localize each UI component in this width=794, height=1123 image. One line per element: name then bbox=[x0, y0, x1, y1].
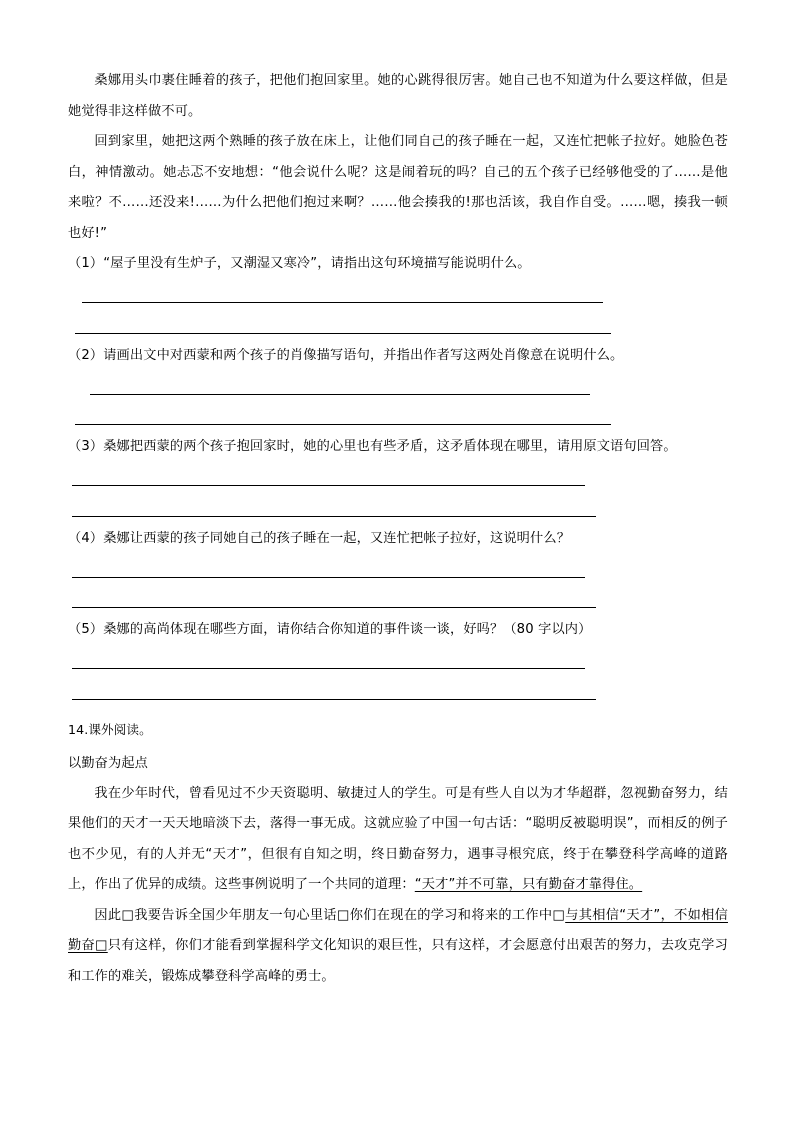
answer-rule bbox=[72, 607, 596, 608]
question-1-number: （1） bbox=[68, 256, 104, 271]
question-1-answer-line-1[interactable] bbox=[68, 280, 728, 311]
question-4-answer-line-1[interactable] bbox=[68, 554, 728, 585]
question-5-number: （5） bbox=[68, 622, 104, 637]
question-4-answer-line-2[interactable] bbox=[68, 585, 728, 616]
answer-rule bbox=[90, 394, 590, 395]
question-2-text: 请画出文中对西蒙和两个孩子的肖像描写语句，并指出作者写这两处肖像意在说明什么。 bbox=[103, 347, 624, 363]
article-p2-seg-3: 只有这样，你们才能看到掌握科学文化知识的艰巨性，只有这样，才会愿意付出艰苦的努力，去攻克学习和工作的难关，锻炼成攀登科学高峰的勇士。 bbox=[68, 938, 728, 984]
article-p2-underlined: 与其相信“天才”，不如相信勤奋□ bbox=[68, 907, 728, 953]
answer-rule bbox=[75, 333, 611, 334]
question-2-answer-line-1[interactable] bbox=[68, 371, 728, 402]
article-p2-seg-1: 因此□我要告诉全国少年朋友一句心里话□你们在现在的学习和将来的工作中□ bbox=[94, 907, 566, 923]
article-title: 以勤奋为起点 bbox=[68, 755, 149, 771]
question-5-answer-line-1[interactable] bbox=[68, 646, 728, 677]
question-1-text: “屋子里没有生炉子，又潮湿又寒冷”，请指出这句环境描写能说明什么。 bbox=[103, 256, 531, 271]
question-1-answer-line-2[interactable] bbox=[68, 310, 728, 341]
question-3-answer-line-2[interactable] bbox=[68, 493, 728, 524]
answer-rule bbox=[72, 485, 585, 486]
passage-paragraph-1: 桑娜用头巾裹住睡着的孩子，把他们抱回家里。她的心跳得很厉害。她自己也不知道为什么要这样做，但是她觉得非这样做不可。 bbox=[68, 73, 728, 119]
answer-rule bbox=[72, 577, 585, 578]
article-p1-underlined: “天才”并不可靠，只有勤奋才靠得住。 bbox=[414, 877, 643, 892]
question-5-answer-line-2[interactable] bbox=[68, 676, 728, 707]
article-p1-seg-1: 我在少年时代，曾看见过不少天资聪明、敏捷过人的学生。可是有些人自以为才华超群，忽视勤奋努力，结果他们的天才一天天地暗淡下去，落得一事无成。这就应验了中国一句古话：“聪明反被聪明误”，而相反的例子也不少见，有的人并无“天才”，但很有自知之明，终日勤奋努力，遇事寻根究底，终于在攀登科学高峰的道路上，作出了优异的成绩。这些事例说明了一个共同的道理： bbox=[68, 785, 728, 892]
question-4-text: 桑娜让西蒙的孩子同她自己的孩子睡在一起，又连忙把帐子拉好，这说明什么？ bbox=[103, 530, 571, 546]
section-heading bbox=[68, 715, 728, 745]
question-4 bbox=[68, 524, 728, 555]
article-paragraph-2 bbox=[68, 901, 728, 993]
question-5 bbox=[68, 615, 728, 646]
question-2 bbox=[68, 341, 728, 372]
answer-rule bbox=[72, 699, 596, 700]
answer-rule bbox=[75, 424, 611, 425]
question-5-text: 桑娜的高尚体现在哪些方面，请你结合你知道的事件谈一谈，好吗？（80 字以内） bbox=[103, 622, 592, 637]
question-3-answer-line-1[interactable] bbox=[68, 463, 728, 494]
answer-rule bbox=[82, 302, 603, 303]
answer-rule bbox=[72, 668, 585, 669]
question-2-number: （2） bbox=[68, 347, 104, 363]
question-4-number: （4） bbox=[68, 530, 104, 546]
page-content bbox=[68, 66, 728, 992]
question-3-text: 桑娜把西蒙的两个孩子抱回家时，她的心里也有些矛盾，这矛盾体现在哪里，请用原文语句回答。 bbox=[103, 439, 677, 454]
question-3 bbox=[68, 432, 728, 463]
passage-paragraph-2: 回到家里，她把这两个熟睡的孩子放在床上，让他们同自己的孩子睡在一起，又连忙把帐子拉好。她脸色苍白，神情激动。她忐忑不安地想：“他会说什么呢？这是闹着玩的吗？自己的五个孩子已经够他受的了……是他来啦？不……还没来!……为什么把他们抱过来啊？……他会揍我的!那也活该，我自作自受。……嗯，揍我一顿也好!” bbox=[68, 134, 728, 241]
answer-rule bbox=[72, 516, 596, 517]
section-heading-text: 课外阅读。 bbox=[88, 721, 152, 737]
section-number: 14. bbox=[68, 721, 89, 737]
article-paragraph-1 bbox=[68, 779, 728, 901]
question-1 bbox=[68, 249, 728, 280]
question-3-number: （3） bbox=[68, 439, 104, 454]
question-2-answer-line-2[interactable] bbox=[68, 402, 728, 433]
